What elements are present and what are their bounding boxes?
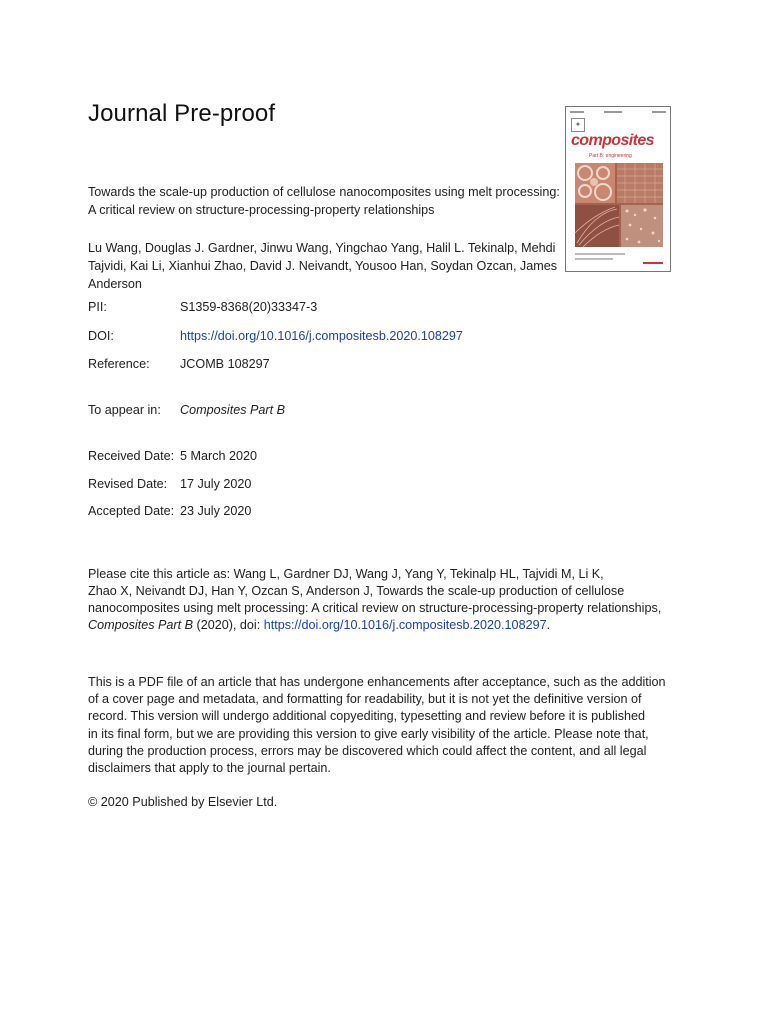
- disclaimer-line: record. This version will undergo additional copyediting, typesetting and review before it is published: [88, 709, 646, 724]
- journal-cover-thumbnail: [565, 106, 671, 272]
- elsevier-logo-icon: ✦: [571, 118, 585, 132]
- doi-label: DOI:: [88, 329, 114, 343]
- author-line: Anderson: [88, 277, 142, 291]
- appear-in-value: Composites Part B: [180, 403, 285, 417]
- article-title-line: Towards the scale-up production of cellulose nanocomposites using melt processing:: [88, 185, 560, 199]
- disclaimer-line: in its final form, but we are providing this version to give early visibility of the article. Please note that,: [88, 726, 649, 741]
- citation-paragraph: [88, 566, 678, 634]
- accepted-date-label: Accepted Date:: [88, 504, 175, 518]
- received-date-label: Received Date:: [88, 449, 175, 463]
- author-list: [88, 239, 563, 293]
- disclaimer-line: of a cover page and metadata, and formatting for readability, but it is not yet the definitive version of: [88, 692, 642, 707]
- received-date-value: 5 March 2020: [180, 449, 258, 463]
- pii-value: S1359-8368(20)33347-3: [180, 300, 318, 314]
- citation-year-doi: (2020), doi:: [193, 618, 264, 632]
- cover-artwork: [575, 163, 663, 247]
- cover-footer: [575, 251, 663, 267]
- author-line: Tajvidi, Kai Li, Xianhui Zhao, David J. Neivandt, Yousoo Han, Soydan Ozcan, James: [88, 259, 558, 273]
- reference-value: JCOMB 108297: [180, 357, 270, 371]
- disclaimer-line: disclaimers that apply to the journal pertain.: [88, 761, 331, 776]
- appear-in-label: To appear in:: [88, 403, 161, 417]
- citation-line: Zhao X, Neivandt DJ, Han Y, Ozcan S, Anderson J, Towards the scale-up production of cellulose: [88, 584, 625, 598]
- article-title-line: A critical review on structure-processing-property relationships: [88, 203, 435, 217]
- disclaimer-line: during the production process, errors may be discovered which could affect the content, and all legal: [88, 743, 647, 758]
- cover-part-label: Part B: engineering: [589, 153, 632, 159]
- cover-journal-name: composites: [571, 132, 654, 149]
- revised-date-label: Revised Date:: [88, 477, 168, 491]
- citation-end: .: [546, 618, 551, 632]
- citation-line: Please cite this article as: Wang L, Gardner DJ, Wang J, Yang Y, Tekinalp HL, Tajvidi M, Li K,: [88, 567, 604, 581]
- citation-doi-link[interactable]: https://doi.org/10.1016/j.compositesb.2020.108297: [263, 618, 547, 632]
- citation-line: nanocomposites using melt processing: A critical review on structure-processing-property relationships,: [88, 601, 662, 615]
- article-title: [88, 183, 568, 219]
- citation-line: [88, 617, 678, 634]
- disclaimer-paragraph: [88, 674, 678, 777]
- doi-link[interactable]: https://doi.org/10.1016/j.compositesb.2020.108297: [180, 329, 463, 343]
- copyright-notice: © 2020 Published by Elsevier Ltd.: [88, 795, 278, 809]
- cover-artwork-graphic: [575, 163, 663, 247]
- reference-label: Reference:: [88, 357, 150, 371]
- accepted-date-value: 23 July 2020: [180, 504, 252, 518]
- journal-title: Journal Pre-proof: [88, 100, 276, 127]
- author-line: Lu Wang, Douglas J. Gardner, Jinwu Wang, Yingchao Yang, Halil L. Tekinalp, Mehdi: [88, 241, 556, 255]
- pii-label: PII:: [88, 300, 107, 314]
- citation-journal: Composites Part B: [88, 618, 193, 632]
- disclaimer-line: This is a PDF file of an article that has undergone enhancements after acceptance, such as the addition: [88, 675, 666, 689]
- cover-header-strip: [570, 111, 666, 116]
- revised-date-value: 17 July 2020: [180, 477, 252, 491]
